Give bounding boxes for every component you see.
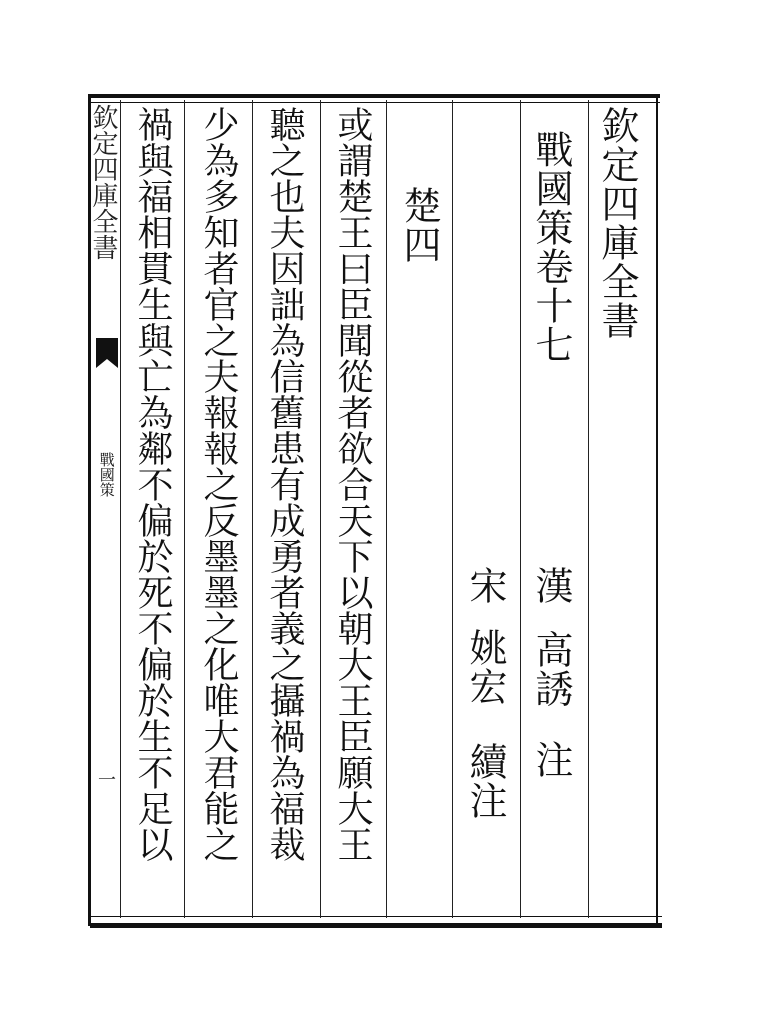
body-column-4: 禍與福相貫生與亡為鄰不偏於死不偏於生不足以 xyxy=(132,106,173,862)
volume-title: 戰國策卷十七 xyxy=(529,130,573,364)
column-divider xyxy=(252,100,253,918)
bottom-border-inner xyxy=(90,916,662,917)
bottom-border xyxy=(90,923,662,928)
chapter-heading: 楚四 xyxy=(397,186,441,264)
right-border xyxy=(656,94,658,926)
body-column-3: 少為多知者官之夫報報之反墨墨之化唯大君能之 xyxy=(198,106,239,862)
author1-dynasty: 漢 xyxy=(529,566,573,605)
column-divider xyxy=(452,100,453,918)
author2-role: 續注 xyxy=(463,742,507,820)
column-divider xyxy=(520,100,521,918)
author2-dynasty: 宋 xyxy=(463,566,507,605)
top-border xyxy=(88,94,660,98)
margin-library-title: 欽定四庫全書 xyxy=(88,104,118,260)
author1-name: 高誘 xyxy=(529,630,573,708)
author2-name: 姚宏 xyxy=(463,628,507,706)
margin-page-number: 一 xyxy=(95,770,116,788)
column-divider xyxy=(588,100,589,918)
body-column-2: 聽之也夫因詘為信舊患有成勇者義之攝禍為福裁 xyxy=(264,106,305,862)
top-border-inner xyxy=(88,102,660,103)
margin-book-title: 戰國策 xyxy=(97,452,116,497)
column-divider xyxy=(386,100,387,918)
library-title: 欽定四庫全書 xyxy=(595,106,639,340)
fish-tail-mark xyxy=(96,338,118,368)
column-divider xyxy=(120,100,121,918)
column-divider xyxy=(320,100,321,918)
column-divider xyxy=(184,100,185,918)
author1-role: 注 xyxy=(529,740,573,779)
body-column-1: 或謂楚王曰臣聞從者欲合天下以朝大王臣願大王 xyxy=(332,106,373,862)
